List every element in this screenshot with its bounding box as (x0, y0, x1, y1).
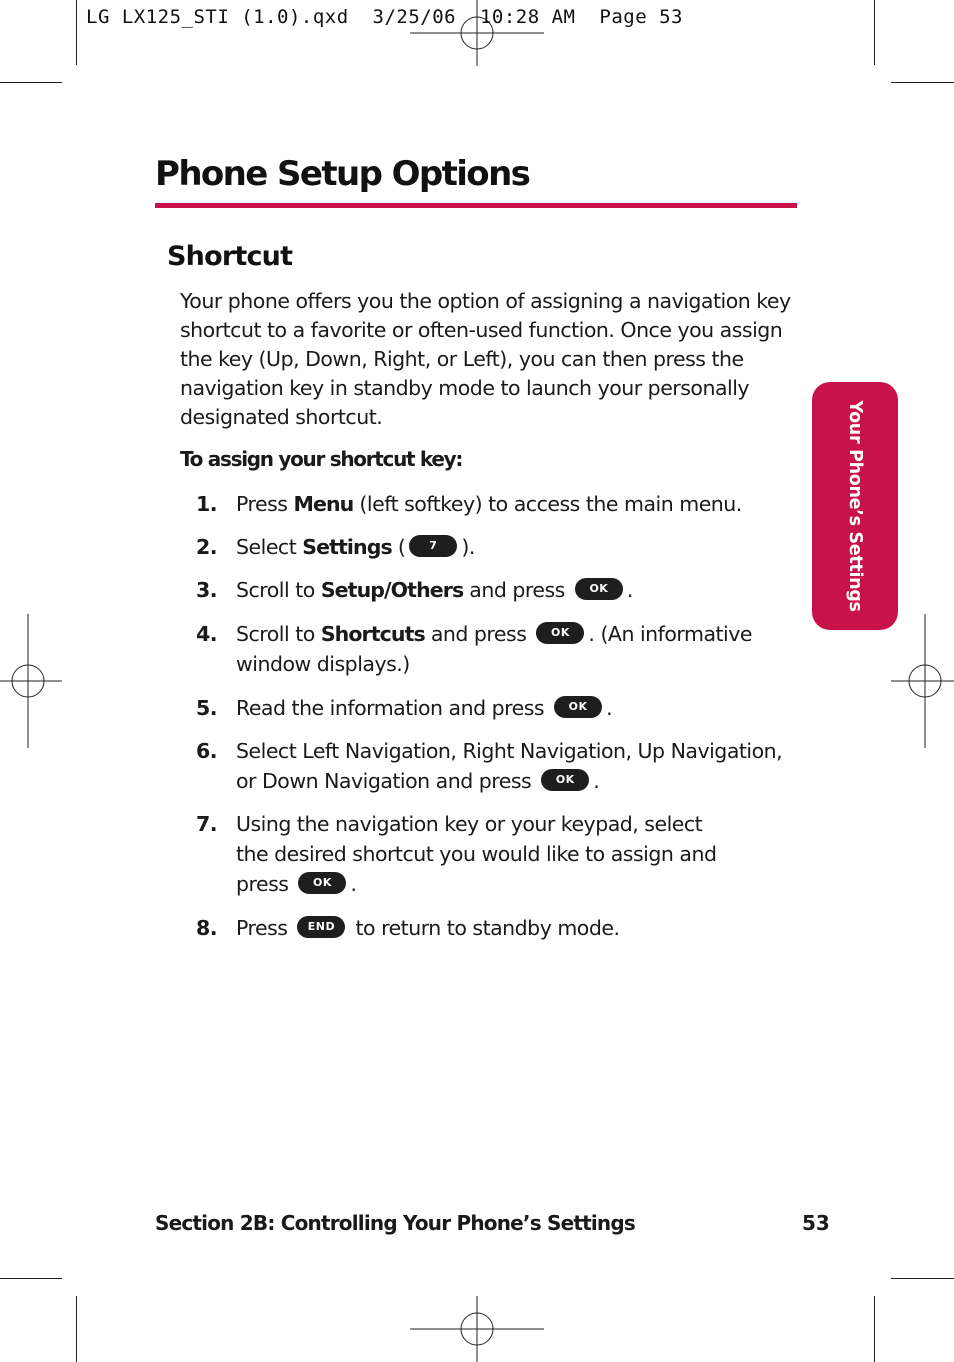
registration-mark-bottom (410, 1296, 544, 1362)
side-tab-label: Your Phone’s Settings (845, 400, 865, 612)
section-heading: Shortcut (167, 241, 293, 272)
step-menu-term: Setup/Others (320, 578, 464, 602)
steps-heading: To assign your shortcut key: (180, 447, 463, 471)
title-rule (155, 203, 797, 208)
step-number: 8. (196, 916, 218, 940)
step-item: 8. Press END to return to standby mode. (196, 913, 806, 943)
step-number: 5. (196, 696, 218, 720)
ok-key-icon: OK (536, 622, 584, 644)
page-number: 53 (802, 1211, 830, 1235)
ok-key-icon: OK (541, 769, 589, 791)
ok-key-icon: OK (298, 872, 346, 894)
step-number: 3. (196, 578, 218, 602)
ok-key-icon: OK (554, 696, 602, 718)
step-item: 7. Using the navigation key or your keypad, select the desired shortcut you would like to assign and press OK . (196, 809, 806, 899)
step-menu-term: Menu (293, 492, 354, 516)
registration-mark-right (891, 614, 954, 748)
footer-section-title: Section 2B: Controlling Your Phone’s Settings (155, 1211, 635, 1235)
intro-paragraph: Your phone offers you the option of assigning a navigation key shortcut to a favorite or often-used function. Once you assign the key (Up, Down, Right, or Left), you can then press the navigation key in standby mode to launch your personally designated shortcut. (180, 289, 791, 429)
print-slug: LG LX125_STI (1.0).qxd 3/25/06 10:28 AM Page 53 (86, 6, 683, 28)
step-menu-term: Shortcuts (320, 622, 425, 646)
end-key-icon: END (297, 916, 345, 938)
step-menu-term: Settings (302, 535, 392, 559)
step-item: 3. Scroll to Setup/Others and press OK . (196, 575, 806, 605)
page-title: Phone Setup Options (155, 154, 530, 194)
step-number: 1. (196, 492, 218, 516)
step-item: 5. Read the information and press OK . (196, 693, 806, 723)
ok-key-icon: OK (575, 578, 623, 600)
step-item: 2. Select Settings ( 7 ). (196, 532, 806, 562)
registration-mark-top (410, 0, 544, 66)
step-number: 6. (196, 739, 218, 763)
registration-mark-left (0, 614, 62, 748)
step-item: 4. Scroll to Shortcuts and press OK . (An informative window displays.) (196, 619, 806, 679)
step-number: 2. (196, 535, 218, 559)
step-item: 1. Press Menu (left softkey) to access the main menu. (196, 489, 806, 519)
step-number: 7. (196, 812, 218, 836)
step-number: 4. (196, 622, 218, 646)
step-item: 6. Select Left Navigation, Right Navigation, Up Navigation, or Down Navigation and press OK . (196, 736, 806, 796)
key-7-icon: 7 (409, 535, 457, 557)
